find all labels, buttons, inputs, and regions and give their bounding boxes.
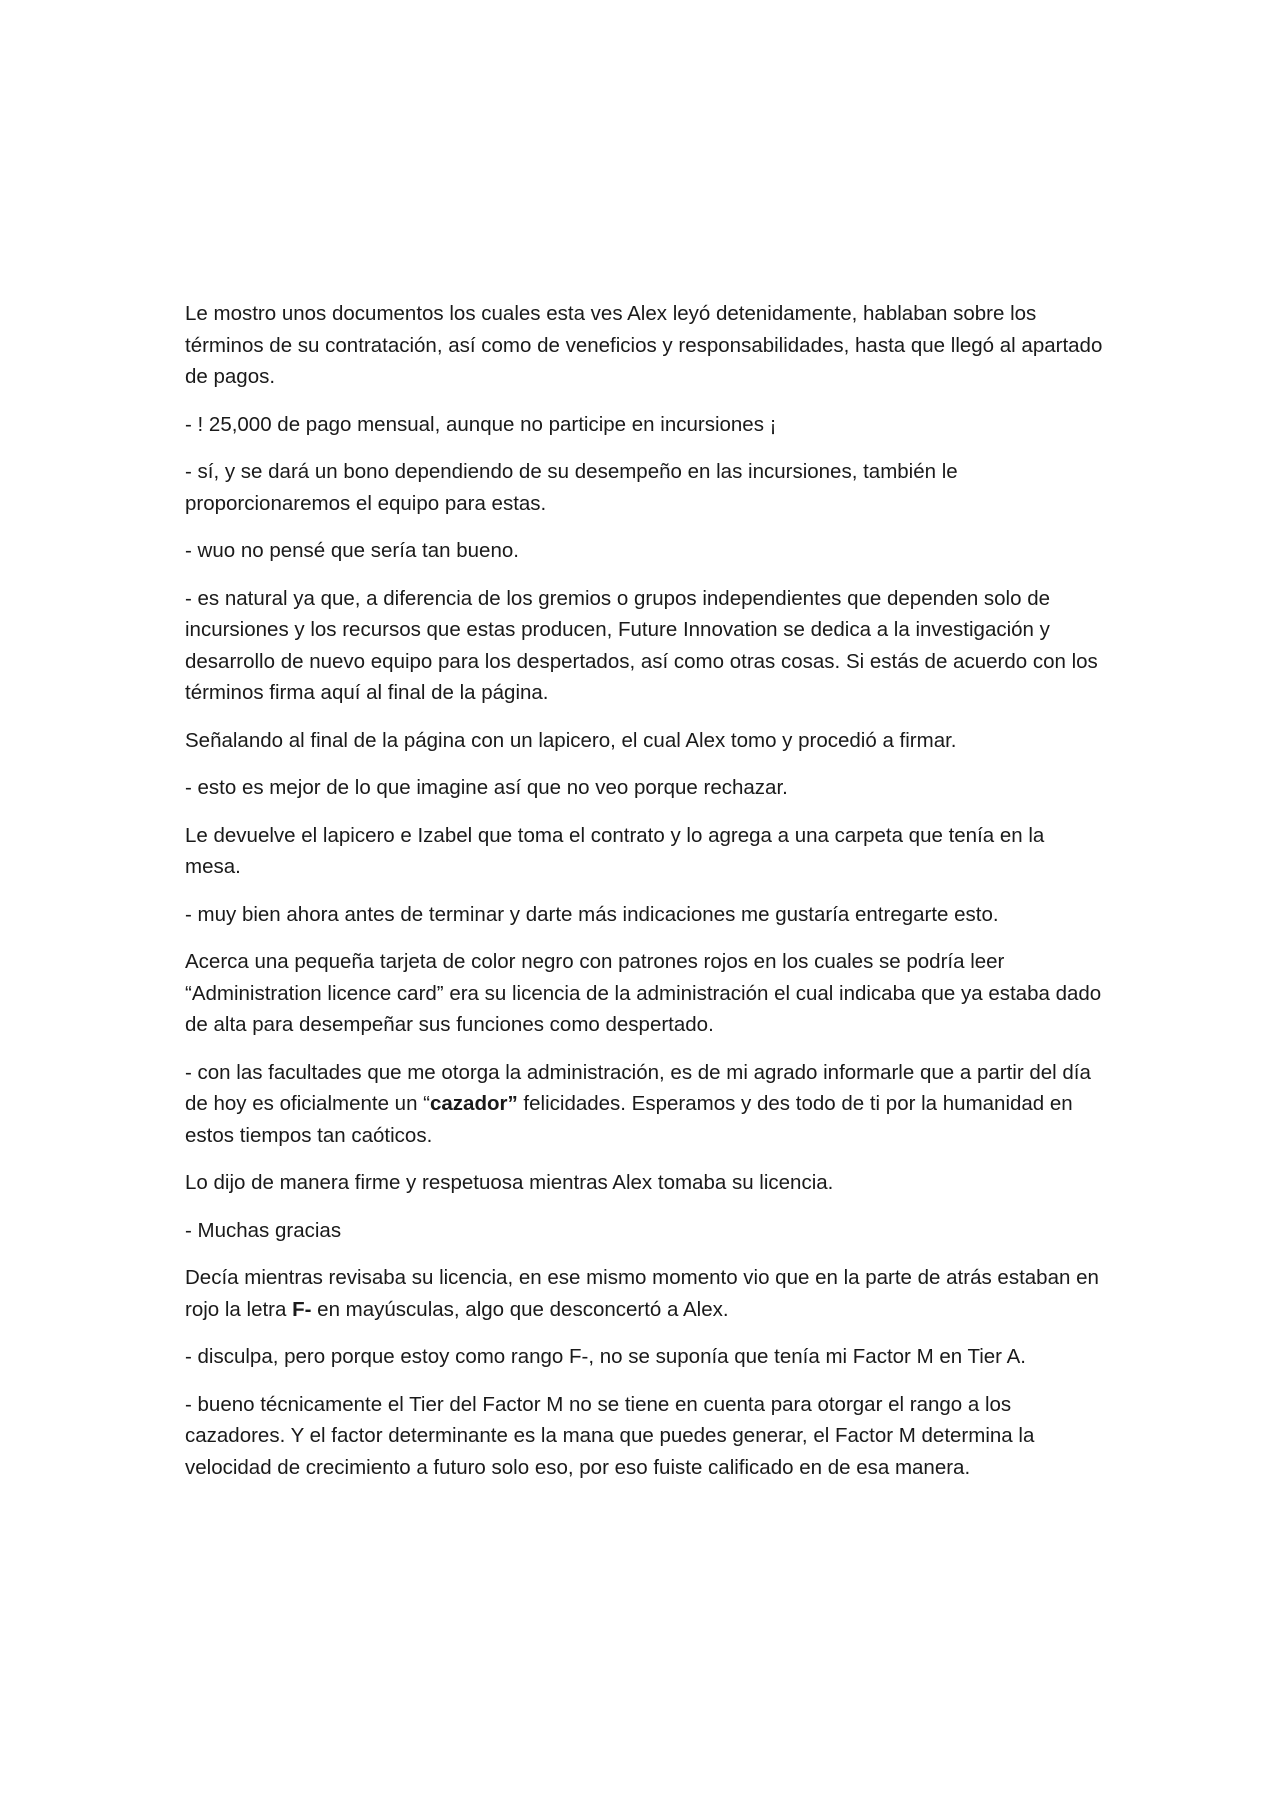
paragraph-16: - bueno técnicamente el Tier del Factor M no se tiene en cuenta para otorgar el rango a los cazadores. Y el factor determinante es la mana que puedes generar, el Factor M determina la velocidad de crecimiento a futuro solo eso, por eso fuiste calificado en de esa manera. — [185, 1392, 1035, 1479]
document-body — [185, 298, 1105, 1499]
paragraph-11 — [185, 1057, 1105, 1152]
paragraph-8: Le devuelve el lapicero e Izabel que toma el contrato y lo agrega a una carpeta que tenía en la mesa. — [185, 823, 1045, 878]
paragraph-3: - sí, y se dará un bono dependiendo de su desempeño en las incursiones, también le proporcionaremos el equipo para estas. — [185, 460, 958, 515]
paragraph-12: Lo dijo de manera firme y respetuosa mientras Alex tomaba su licencia. — [185, 1171, 834, 1194]
paragraph-13: - Muchas gracias — [185, 1218, 342, 1242]
paragraph-9: - muy bien ahora antes de terminar y darte más indicaciones me gustaría entregarte esto. — [185, 902, 999, 926]
paragraph-4: - wuo no pensé que sería tan bueno. — [185, 539, 519, 562]
emphasis-cazador: cazador” — [430, 1092, 518, 1115]
paragraph-14 — [185, 1262, 1105, 1325]
paragraph-11-end: felicidades. Esperamos y des todo de ti por la humanidad en estos tiempos tan caóticos. — [185, 1092, 1073, 1147]
paragraph-2: - ! 25,000 de pago mensual, aunque no participe en incursiones ¡ — [185, 412, 777, 436]
paragraph-14-start: Decía mientras revisaba su licencia, en ese mismo momento vio que en la parte de atrás estaban en rojo la letra — [185, 1266, 1099, 1321]
paragraph-6: Señalando al final de la página con un lapicero, el cual Alex tomo y procedió a firmar. — [185, 728, 957, 752]
paragraph-5: - es natural ya que, a diferencia de los gremios o grupos independientes que dependen solo de incursiones y los recursos que estas producen, Future Innovation se dedica a la investigación y desarrollo de nuevo equipo para los despertados, así como otras cosas. Si estás de acuerdo con los términos firma aquí al final de la página. — [185, 586, 1098, 704]
paragraph-14-end: en mayúsculas, algo que desconcertó a Alex. — [311, 1297, 729, 1321]
paragraph-10: Acerca una pequeña tarjeta de color negro con patrones rojos en los cuales se podría leer “Administration licence card” era su licencia de la administración el cual indicaba que ya estaba dado de alta para desempeñar sus funciones como despertado. — [185, 950, 1102, 1036]
paragraph-11-start: - con las facultades que me otorga la administración, es de mi agrado informarle que a partir del día de hoy es oficialmente un “ — [185, 1060, 1091, 1115]
paragraph-15: - disculpa, pero porque estoy como rango F-, no se suponía que tenía mi Factor M en Tier A. — [185, 1345, 1026, 1368]
paragraph-7: - esto es mejor de lo que imagine así que no veo porque rechazar. — [185, 776, 788, 799]
emphasis-rank: F- — [292, 1297, 312, 1321]
paragraph-1: Le mostro unos documentos los cuales esta ves Alex leyó detenidamente, hablaban sobre los términos de su contratación, así como de veneficios y responsabilidades, hasta que llegó al apartado de pagos. — [185, 302, 1103, 388]
